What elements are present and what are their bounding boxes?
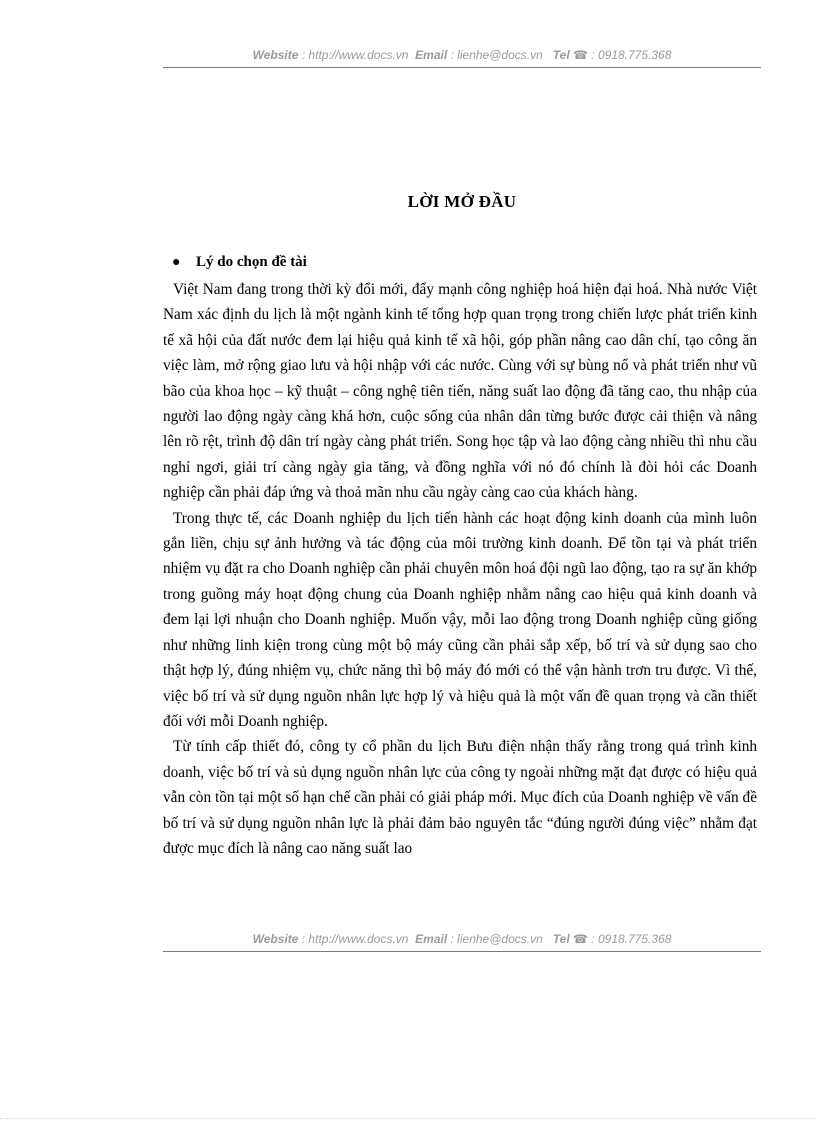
section-heading-text: Lý do chọn đề tài	[196, 254, 307, 270]
header-website-label: Website	[252, 48, 299, 62]
footer-divider	[163, 951, 761, 952]
body-text	[163, 277, 757, 861]
footer-website-link[interactable]: : http://www.docs.vn	[301, 932, 409, 946]
footer-tel-value: ☎ : 0918.775.368	[573, 932, 672, 946]
paragraph: Trong thực tế, các Doanh nghiệp du lịch tiến hành các hoạt động kinh doanh của mình luôn gắn liền, chịu sự ảnh hưởng và tác động của môi trường kinh doanh. Để tồn tại và phát triển nhiệm vụ đặt ra cho Doanh nghiệp cần phải chuyên môn hoá đội ngũ lao động, tạo ra sự ăn khớp trong guồng máy hoạt động chung của Doanh nghiệp nhằm nâng cao hiệu quả kinh doanh và đem lại lợi nhuận cho Doanh nghiệp. Muốn vậy, mỗi lao động trong Doanh nghiệp cũng giống như những linh kiện trong cùng một bộ máy cũng cần phải sắp xếp, bố trí và sử dụng sao cho thật hợp lý, đúng nhiệm vụ, chức năng thì bộ máy đó mới có thể vận hành trơn tru được. Vì thế, việc bố trí và sử dụng nguồn nhân lực hợp lý và hiệu quả là một vấn đề quan trọng và cần thiết đối với mỗi Doanh nghiệp.	[163, 509, 757, 730]
paragraph: Việt Nam đang trong thời kỳ đổi mới, đẩy mạnh công nghiệp hoá hiện đại hoá. Nhà nước Việt Nam xác định du lịch là một ngành kinh tế tổng hợp quan trọng trong chiến lược phát triển kinh tế xã hội của đất nước đem lại hiệu quả kinh tế xã hội, góp phần nâng cao dân chí, tạo công ăn việc làm, mở rộng giao lưu và hội nhập với các nước. Cùng với sự bùng nổ và phát triển như vũ bão của khoa học – kỹ thuật – công nghệ tiên tiến, năng suất lao động đã tăng cao, thu nhập của người lao động ngày càng khá hơn, cuộc sống của nhân dân từng bước được cải thiện và nâng lên rõ rệt, trình độ dân trí ngày càng phát triển. Song học tập và lao động càng nhiều thì nhu cầu nghỉ ngơi, giải trí càng ngày gia tăng, và đồng nghĩa với nó đó chính là đòi hỏi các Doanh nghiệp cần phải đáp ứng và thoả mãn nhu cầu ngày càng cao của khách hàng.	[163, 281, 757, 502]
bullet-icon: ●	[172, 255, 181, 270]
footer-email-label: Email	[415, 932, 448, 946]
header-email-label: Email	[415, 48, 448, 62]
page-title: LỜI MỞ ĐẦU	[407, 192, 517, 211]
footer-website-label: Website	[252, 932, 299, 946]
footer-tel-label: Tel	[552, 932, 570, 946]
footer-email-link[interactable]: : lienhe@docs.vn	[450, 932, 543, 946]
header-tel-label: Tel	[552, 48, 570, 62]
page-header	[163, 48, 761, 62]
section-heading	[172, 254, 307, 271]
header-website-link[interactable]: : http://www.docs.vn	[301, 48, 409, 62]
page-edge-divider	[0, 1118, 816, 1119]
header-tel-value: ☎ : 0918.775.368	[573, 48, 672, 62]
header-divider	[163, 67, 761, 68]
header-email-link[interactable]: : lienhe@docs.vn	[450, 48, 543, 62]
page-footer	[163, 932, 761, 946]
paragraph: Từ tính cấp thiết đó, công ty cổ phần du lịch Bưu điện nhận thấy rằng trong quá trình kinh doanh, việc bố trí và sủ dụng nguồn nhân lực của công ty ngoài những mặt đạt được có hiệu quả vẫn còn tồn tại một số hạn chế cần phải có giải pháp mới. Mục đích của Doanh nghiệp về vấn đề bố trí và sử dụng nguồn nhân lực là phải đảm bảo nguyên tắc “đúng người đúng việc” nhằm đạt được mục đích là nâng cao năng suất lao	[163, 738, 757, 857]
